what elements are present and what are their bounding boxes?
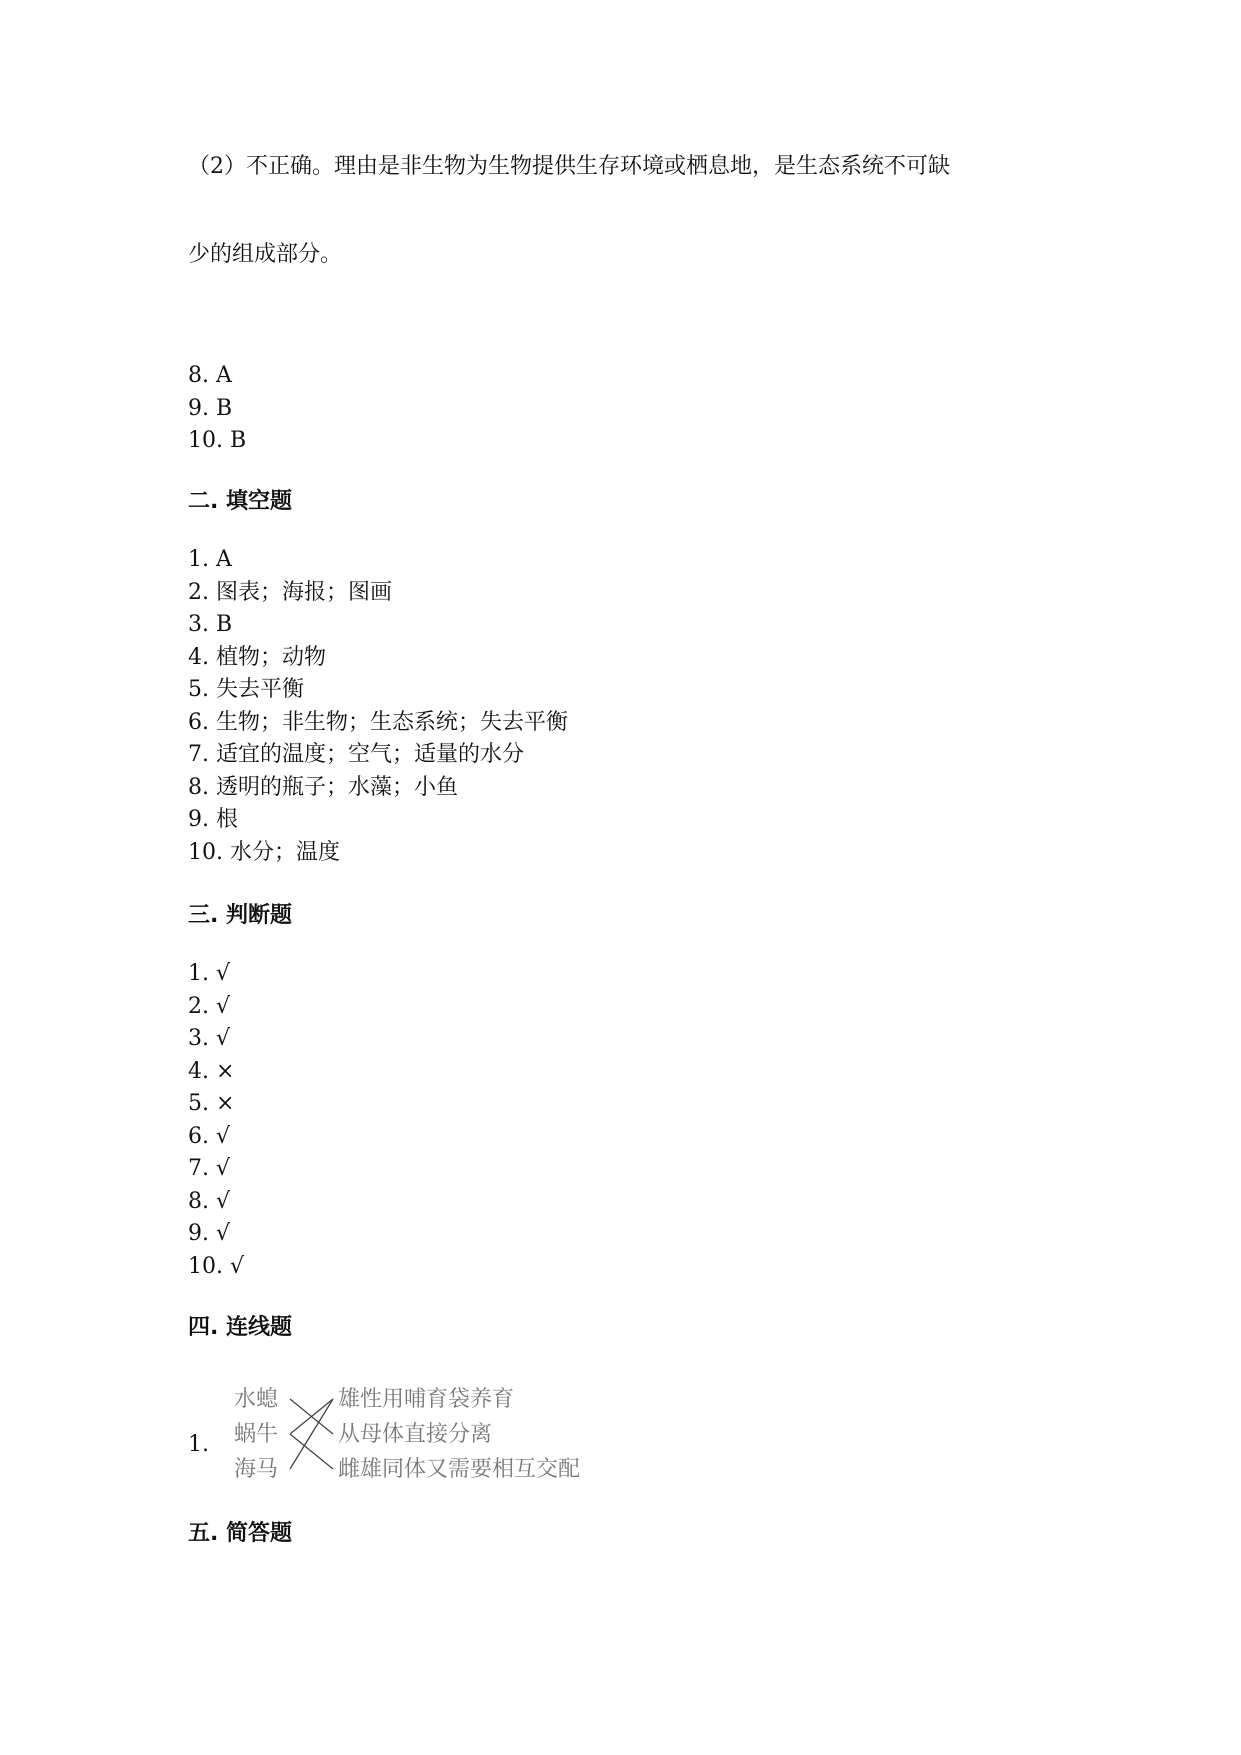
- matching-answer-diagram: [230, 1382, 610, 1486]
- list-item: 5. 失去平衡: [188, 677, 304, 702]
- true-false-answers: [188, 958, 244, 1283]
- list-item: 10. B: [188, 428, 247, 453]
- list-item: 8. 透明的瓶子；水藻；小鱼: [188, 774, 458, 800]
- list-item: 9. √: [188, 1221, 231, 1246]
- list-item: 3. B: [188, 612, 233, 637]
- list-item: 10. √: [188, 1253, 244, 1279]
- match-left-item: 水螅: [234, 1387, 279, 1412]
- list-item: 3. √: [188, 1026, 231, 1051]
- list-item: 7. √: [188, 1156, 231, 1181]
- list-item: 1. √: [188, 961, 231, 986]
- match-left-item: 蜗牛: [234, 1422, 279, 1447]
- list-item: 4. 植物；动物: [188, 644, 326, 670]
- answer-7-2-line2: 少的组成部分。: [188, 242, 343, 267]
- section-heading-true-false: 三. 判断题: [188, 903, 293, 928]
- match-left-item: 海马: [234, 1457, 279, 1482]
- list-item: 8. A: [188, 363, 232, 388]
- list-item: 9. 根: [188, 807, 238, 832]
- match-right-item: 雄性用哺育袋养育: [338, 1387, 515, 1412]
- match-connector-line: [290, 1399, 333, 1469]
- match-connector-line: [290, 1434, 333, 1469]
- list-item: 4. ×: [188, 1058, 235, 1084]
- list-item: 7. 适宜的温度；空气；适量的水分: [188, 742, 524, 767]
- section-heading-fill-blank: 二. 填空题: [188, 489, 293, 514]
- list-item: 6. √: [188, 1123, 231, 1149]
- list-item: 8. √: [188, 1188, 231, 1214]
- section-heading-short-answer: 五. 简答题: [188, 1521, 293, 1546]
- list-item: 9. B: [188, 395, 233, 421]
- list-item: 5. ×: [188, 1091, 235, 1116]
- list-item: 10. 水分；温度: [188, 839, 340, 865]
- list-item: 2. 图表；海报；图画: [188, 579, 392, 605]
- matching-question-number: 1.: [188, 1432, 209, 1457]
- answer-7-2-line1: （2）不正确。理由是非生物为生物提供生存环境或栖息地，是生态系统不可缺: [188, 154, 950, 179]
- section-heading-matching: 四. 连线题: [188, 1315, 293, 1340]
- match-right-item: 从母体直接分离: [338, 1422, 493, 1447]
- list-item: 6. 生物；非生物；生态系统；失去平衡: [188, 709, 568, 735]
- list-item: 2. √: [188, 993, 231, 1019]
- fill-blank-answers: [188, 544, 568, 869]
- choice-answers-tail: [188, 360, 246, 458]
- match-right-item: 雌雄同体又需要相互交配: [338, 1457, 581, 1482]
- list-item: 1. A: [188, 547, 232, 572]
